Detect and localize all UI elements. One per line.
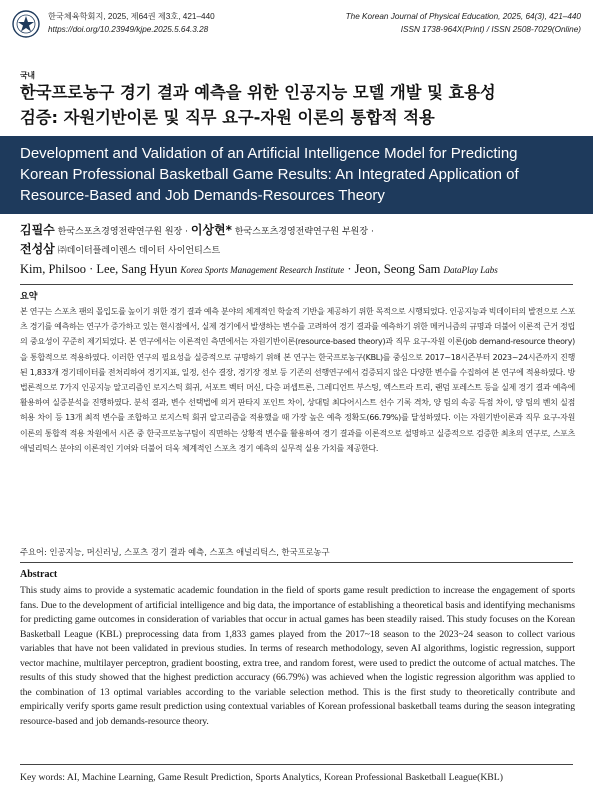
abstract-ko-text: 본 연구는 스포츠 팬의 몰입도를 높이기 위한 경기 결과 예측 분야의 체계적인 학술적 기반을 제공하기 위한 목적으로 시행되었다. 인공지능과 빅데이터의 발전으로 스포츠 경기를 예측하는 연구가 증가하고 있는 현시점에서, 실제 경기에서 발생하는 변수를 고려하여 경기 결과를 예측하기 위한 메커니즘의 규명과 더불어 이론적 근거 정립의 중요성이 꾸준히 제기되었다. 본 연구에서는 이론적인 측면에서는 자원기반이론(resource-based theory)과 직무 요구-자원 이론(job demand-resource theory)을 통합적으로 적용하였다. 이러한 연구의 필요성을 실증적으로 규명하기 위해 본 연구는 한국프로농구(KBL)를 중심으로 2017~18시즌부터 2023~24시즌까지 진행된 1,833개 경기데이터를 전처리하여 경기지표, 일정, 선수 결장, 경기장 정보 등 기존의 선행연구에서 검증되지 않은 다양한 변수를 수집하여 본 연구에 적용하였다. 방법론적으로 7가지 인공지능 알고리즘인 로지스틱 회귀, 서포트 벡터 머신, 다층 퍼셉트론, 그레디언트 부스팅, 엑스트라 트리, 랜덤 포레스트 등을 실제 경기 결과 예측에 활용하여 실증분석을 진행하였다. 분석 결과, 변수 선택법에 의거 판타지 포인트 차이, 상대팀 최다어시스트 선수 기록 격차, 양 팀의 속공 득점 차이, 양 팀의 벤치 실점 허용 차이 등 13개 최적 변수를 조합하고 로지스틱 회귀 알고리즘을 적용했을 때 가장 높은 예측 정확도(66.79%)를 달성하였다. 이는 자원기반이론과 직무 요구-자원 이론의 통합적 적용 차원에서 시즌 중 한국프로농구팀이 직면하는 상황적 변수를 활용하여 경기 결과를 이론적으로 설명하고 실증적으로 검증한 최초의 연구로, 스포츠 애널리틱스 분야의 이론적인 기여와 더불어 더욱 체계적인 스포츠 경기 예측의 실무적 실용 가치를 제공한다. <box>20 307 575 453</box>
divider <box>20 562 573 563</box>
author-names: Kim, Philsoo · Lee, Sang Hyun <box>20 262 178 276</box>
author-names: · Jeon, Seong Sam <box>347 262 441 276</box>
authors-ko <box>20 222 585 260</box>
authors-en <box>20 262 585 277</box>
title-en-line: Development and Validation of an Artificial Intelligence Model for Predicting <box>20 145 518 162</box>
journal-citation-ko: 한국체육학회지, 2025, 제64권 제3호, 421–440 <box>48 12 215 21</box>
journal-header-left <box>48 10 215 36</box>
author-name: 김필수 <box>20 223 55 237</box>
keywords-en: Key words: AI, Machine Learning, Game Result Prediction, Sports Analytics, Korean Professional Basketball League(KBL) <box>20 772 503 783</box>
abstract-en-text: This study aims to provide a systematic academic foundation in the field of sports game result prediction to increase the engagement of sports fans. Due to the development of artificial intelligence and big data, the importance of establishing a theoretical basis and identifying mechanisms for predicting game outcomes in consideration of variables that occur in actual games has been steadily raised. This study focuses on the Korean Basketball League (KBL) preprocessing data from 1,833 games played from the 2017~18 season to the 2023~24 season to collect various variables that have not been validated in previous studies. In terms of research methodology, seven AI algorithms, logistic regression, support vector machine, multilayer perceptron, gradient boosting, extra tree, and random forest, were used to predict the outcome of actual matches. The results of this study showed that the highest prediction accuracy (66.79%) was achieved when the logistic regression algorithm was applied to the combination of 13 optimal variables according to the variable selection method. This is the first study to theoretically contribute and empirically verify sports game result prediction using contextual variables of Korean professional basketball teams during the season integrating resource-based and job demands-resource theory. <box>20 585 575 727</box>
author-name: 이상현* <box>190 223 232 237</box>
author-affiliation: 한국스포츠경영전략연구원 원장 <box>57 227 183 237</box>
author-name: 전성삼 <box>20 242 55 256</box>
divider <box>20 764 573 765</box>
journal-header-right <box>346 10 581 36</box>
title-ko-line: 검증: 자원기반이론 및 직무 요구-자원 이론의 통합적 적용 <box>20 108 435 127</box>
title-ko-line: 한국프로농구 경기 결과 예측을 위한 인공지능 모델 개발 및 효용성 <box>20 83 496 102</box>
journal-citation-en: The Korean Journal of Physical Education, 2025, 64(3), 421–440 <box>345 12 581 21</box>
title-en <box>20 143 585 206</box>
author-affiliation-en: Korea Sports Management Research Institute <box>180 265 345 275</box>
title-ko <box>20 80 580 130</box>
doi-link[interactable]: https://doi.org/10.23949/kjpe.2025.5.64.3.28 <box>48 25 209 34</box>
society-logo-icon <box>12 10 40 38</box>
author-affiliation: 한국스포츠경영전략연구원 부원장 <box>234 227 369 237</box>
issn: ISSN 1738-964X(Print) / ISSN 2508-7029(Online) <box>400 25 581 34</box>
abstract-ko-heading: 요약 <box>20 292 38 302</box>
title-en-line: Korean Professional Basketball Game Results: An Integrated Application of <box>20 166 519 183</box>
divider <box>20 284 573 285</box>
author-affiliation-en: DataPlay Labs <box>443 265 498 275</box>
abstract-en-heading: Abstract <box>20 569 58 580</box>
article-type-tag: 국내 <box>20 71 35 80</box>
title-en-line: Resource-Based and Job Demands-Resources Theory <box>20 187 385 204</box>
separator: · <box>185 227 188 237</box>
author-affiliation: ㈜데이터플레이렌스 데이터 사이언티스트 <box>57 246 221 256</box>
keywords-ko: 주요어: 인공지능, 머신러닝, 스포츠 경기 결과 예측, 스포츠 애널리틱스, 한국프로농구 <box>20 547 330 557</box>
separator: · <box>370 227 374 237</box>
